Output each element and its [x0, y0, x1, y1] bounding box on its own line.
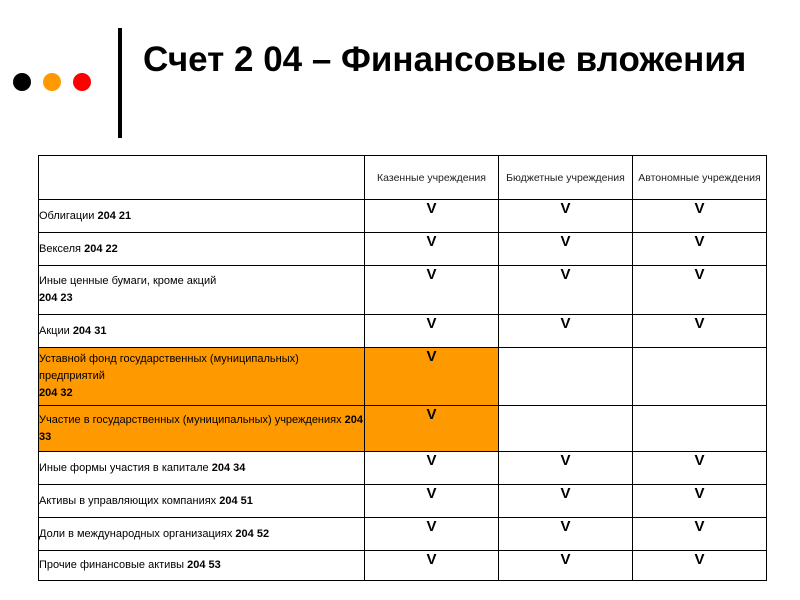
- account-code: 204 33: [39, 413, 364, 443]
- check-mark: V: [365, 200, 499, 233]
- header-avtonomnye: Автономные учреждения: [633, 156, 767, 200]
- table-row-highlighted: [39, 406, 767, 452]
- row-label: Акции 204 31: [39, 315, 365, 348]
- account-code: 204 52: [235, 527, 270, 540]
- row-label: Иные ценные бумаги, кроме акций 204 23: [39, 266, 365, 315]
- account-code: 204 21: [97, 209, 132, 222]
- header-byudzhetnye: Бюджетные учреждения: [499, 156, 633, 200]
- row-label: Участие в государственных (муниципальных) учреждениях 204 33: [39, 406, 365, 452]
- account-code: 204 23: [39, 292, 73, 304]
- check-mark: V: [499, 485, 633, 518]
- table-header-row: [39, 156, 767, 200]
- row-label: Иные формы участия в капитале 204 34: [39, 452, 365, 485]
- empty-cell: [499, 406, 633, 452]
- empty-cell: [633, 406, 767, 452]
- row-label: Уставной фонд государственных (муниципальных) предприятий 204 32: [39, 348, 365, 406]
- table-row: [39, 452, 767, 485]
- account-code: 204 51: [219, 494, 253, 507]
- accounts-table: [38, 155, 767, 581]
- check-mark: V: [633, 551, 767, 581]
- account-code: 204 53: [187, 559, 221, 571]
- check-mark: V: [365, 315, 499, 348]
- header-kazennye: Казенные учреждения: [365, 156, 499, 200]
- account-code: 204 32: [39, 387, 73, 399]
- orange-dot-icon: [43, 73, 61, 91]
- account-code: 204 31: [72, 324, 107, 337]
- check-mark: V: [633, 485, 767, 518]
- account-code: 204 34: [211, 461, 246, 474]
- table-row: [39, 233, 767, 266]
- check-mark: V: [365, 518, 499, 551]
- header-blank: [39, 156, 365, 200]
- row-label: Векселя 204 22: [39, 233, 365, 266]
- red-dot-icon: [73, 73, 91, 91]
- table-row: [39, 485, 767, 518]
- check-mark: V: [633, 233, 767, 266]
- check-mark: V: [365, 452, 499, 485]
- check-mark: V: [633, 452, 767, 485]
- check-mark: V: [499, 551, 633, 581]
- empty-cell: [633, 348, 767, 406]
- row-label: Доли в международных организациях 204 52: [39, 518, 365, 551]
- check-mark: V: [633, 266, 767, 315]
- bullet-dots: [13, 73, 91, 91]
- row-label: Облигации 204 21: [39, 200, 365, 233]
- check-mark: V: [633, 315, 767, 348]
- empty-cell: [499, 348, 633, 406]
- check-mark: V: [499, 315, 633, 348]
- check-mark: V: [499, 200, 633, 233]
- check-mark: V: [365, 233, 499, 266]
- check-mark: V: [365, 551, 499, 581]
- check-mark: V: [499, 233, 633, 266]
- row-label: Активы в управляющих компаниях 204 51: [39, 485, 365, 518]
- check-mark: V: [365, 266, 499, 315]
- table-row: [39, 266, 767, 315]
- check-mark: V: [499, 452, 633, 485]
- check-mark: V: [633, 200, 767, 233]
- row-label: Прочие финансовые активы 204 53: [39, 551, 365, 581]
- table-row: [39, 518, 767, 551]
- check-mark: V: [365, 406, 499, 452]
- table-row-highlighted: [39, 348, 767, 406]
- black-dot-icon: [13, 73, 31, 91]
- account-code: 204 22: [84, 242, 118, 255]
- page-title: Счет 2 04 – Финансовые вложения: [143, 40, 747, 79]
- table-row: [39, 551, 767, 581]
- check-mark: V: [499, 518, 633, 551]
- table-row: [39, 200, 767, 233]
- table-row: [39, 315, 767, 348]
- check-mark: V: [365, 348, 499, 406]
- title-divider: [118, 28, 122, 138]
- check-mark: V: [633, 518, 767, 551]
- check-mark: V: [365, 485, 499, 518]
- check-mark: V: [499, 266, 633, 315]
